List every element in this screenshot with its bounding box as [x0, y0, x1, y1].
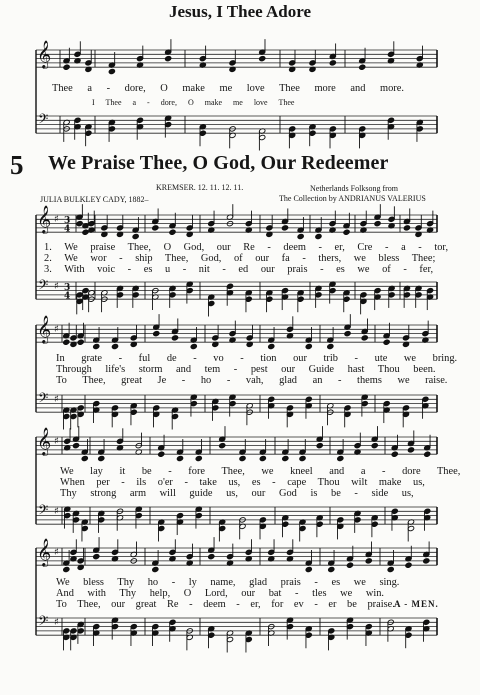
previous-hymn-alt-lyric-line: I Thee a - dore, O make me love Thee — [92, 98, 295, 107]
key-signature-sharp-icon: ♯ — [54, 617, 59, 628]
key-signature-sharp-icon: ♯ — [54, 436, 59, 447]
treble-clef-icon: 𝄞 — [37, 538, 52, 566]
lyric-s3-v3: Thy strong arm will guide us, our God is be - side us, — [60, 488, 414, 499]
key-signature-sharp-icon: ♯ — [54, 324, 59, 335]
time-signature: 4 — [64, 291, 71, 302]
hymn-title: We Praise Thee, O God, Our Redeemer — [48, 152, 389, 174]
notes-system-0 — [63, 39, 423, 150]
lyric-s3-v1: We lay it be - fore Thee, we kneel and a - dore Thee, — [60, 466, 461, 477]
lyric-s3-v2: When per - ils o'er - take us, es - cape Thou wilt make us, — [60, 477, 425, 488]
time-signature: 3 — [64, 216, 71, 226]
lyric-s1-v1: 1. We praise Thee, O God, our Re - deem - er, Cre - a - tor, — [44, 242, 449, 253]
lyric-s1-v3: 3. With voic - es u - nit - ed our prais - es we of - fer, — [44, 264, 434, 275]
source-credit-line1: Netherlands Folksong from — [310, 184, 398, 193]
author-credit: JULIA BULKLEY CADY, 1882– — [40, 195, 149, 204]
hymn-number: 5 — [10, 150, 24, 180]
treble-clef-icon: 𝄞 — [37, 315, 52, 343]
key-signature-sharp-icon: ♯ — [54, 547, 59, 558]
key-signature-sharp-icon: ♯ — [54, 394, 59, 405]
source-credit-line2: The Collection by ANDRIANUS VALERIUS — [279, 194, 426, 203]
tune-name: KREMSER. 12. 11. 12. 11. — [156, 183, 244, 192]
bass-clef-icon: 𝄢 — [38, 390, 49, 409]
lyric-s4-v3: To Thee, our great Re - deem - er, for ev - er be praise. — [56, 599, 395, 610]
lyric-s4-v2: And with Thy help, O Lord, our bat - tles we win. — [56, 588, 385, 599]
lyric-s4-v1: We bless Thy ho - ly name, glad prais - es we sing. — [56, 577, 400, 588]
lyric-s1-v2: 2. We wor - ship Thee, God, of our fa - thers, we bless Thee; — [44, 253, 436, 264]
key-signature-sharp-icon: ♯ — [54, 506, 59, 517]
amen-label: A - MEN. — [394, 599, 439, 609]
treble-clef-icon: 𝄞 — [37, 205, 52, 233]
time-signature: 3 — [64, 283, 71, 293]
bass-clef-icon: 𝄢 — [38, 613, 49, 632]
treble-clef-icon: 𝄞 — [37, 427, 52, 455]
treble-clef-icon: 𝄞 — [37, 40, 52, 68]
key-signature-sharp-icon: ♯ — [54, 214, 59, 225]
lyric-s2-v3: To Thee, great Je - ho - vah, glad an - thems we raise. — [56, 375, 448, 386]
previous-hymn-lyric-line: Thee a - dore, O make me love Thee more and more. — [52, 83, 404, 94]
time-signature: 4 — [64, 224, 71, 235]
previous-hymn-title: Jesus, I Thee Adore — [168, 2, 311, 21]
lyric-s2-v2: Through life's storm and tem - pest our Guide hast Thou been. — [56, 364, 436, 375]
bass-clef-icon: 𝄢 — [38, 502, 49, 521]
bass-clef-icon: 𝄢 — [38, 111, 49, 130]
key-signature-sharp-icon: ♯ — [54, 281, 59, 292]
lyric-s2-v1: In grate - ful de - vo - tion our trib - ute we bring. — [56, 353, 458, 364]
bass-clef-icon: 𝄢 — [38, 277, 49, 296]
